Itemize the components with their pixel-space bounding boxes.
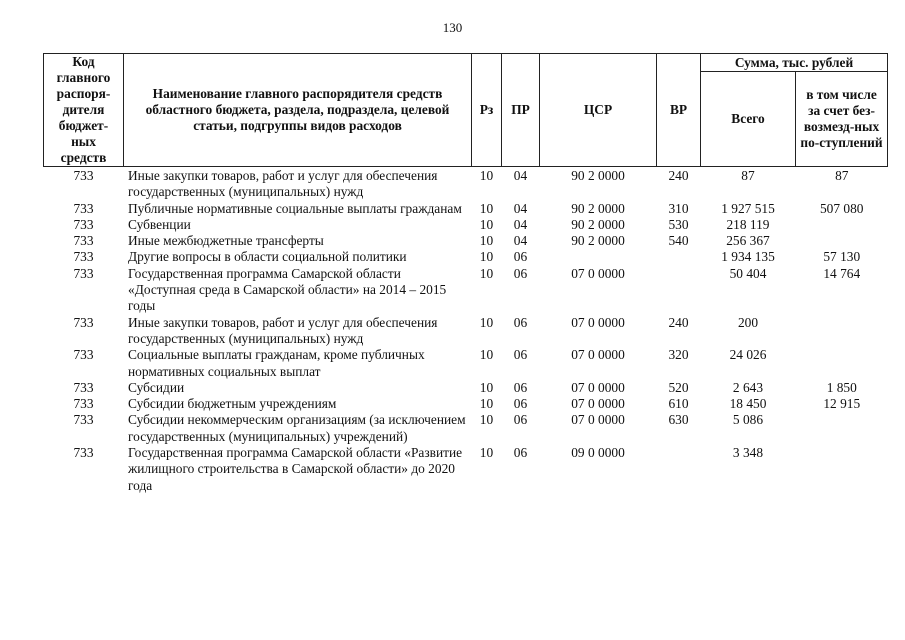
cell-name: Субвенции [128,216,191,232]
cell-rz: 10 [479,168,494,183]
cell-pr: 06 [513,314,528,330]
cell-pr: 06 [513,347,528,363]
cell-name: Субсидии [128,379,185,395]
cell-name: Субсидии бюджетным учреждениям [128,396,337,412]
cell-vr: 320 [668,347,689,363]
cell-code: 733 [73,379,94,395]
cell-vr [657,445,701,494]
table-row [44,167,888,201]
table-row [44,217,888,233]
table-row [44,201,888,217]
table-body [44,167,888,494]
header-incl: в том числе за счет без-возмезд-ных по-ступлений [796,72,888,167]
cell-name: Государственная программа Самарской области «Развитие жилищного строительства в Самарской области» до 2020 года [128,445,463,493]
cell-rz: 10 [479,412,494,428]
cell-vr: 530 [668,216,689,232]
cell-code: 733 [73,445,94,461]
cell-incl: 87 [835,168,849,183]
table-row [44,249,888,265]
cell-csr: 90 2 0000 [571,216,625,232]
cell-pr: 06 [513,445,528,461]
cell-total: 50 404 [729,265,767,281]
cell-incl [796,445,888,494]
cell-code: 733 [73,265,94,281]
cell-total: 87 [741,168,755,183]
cell-pr: 06 [513,249,528,265]
cell-pr: 06 [513,265,528,281]
cell-pr: 04 [513,233,528,249]
cell-csr: 07 0 0000 [571,379,625,395]
cell-csr: 07 0 0000 [571,347,625,363]
cell-rz: 10 [479,216,494,232]
cell-rz: 10 [479,347,494,363]
cell-name: Иные закупки товаров, работ и услуг для обеспечения государственных (муниципальных) нужд [128,168,438,200]
cell-incl [796,233,888,249]
cell-rz: 10 [479,200,494,216]
cell-rz: 10 [479,233,494,249]
cell-rz: 10 [479,314,494,330]
cell-vr [657,249,701,265]
cell-name: Другие вопросы в области социальной политики [128,249,407,265]
cell-rz: 10 [479,445,494,461]
cell-csr: 90 2 0000 [571,200,625,216]
header-name: Наименование главного распорядителя средств областного бюджета, раздела, подраздела, целевой статьи, подгруппы видов расходов [124,54,472,167]
cell-csr: 09 0 0000 [571,445,625,461]
cell-code: 733 [73,233,94,249]
cell-csr [540,249,657,265]
cell-code: 733 [73,396,94,412]
cell-pr: 04 [513,168,528,183]
cell-total: 2 643 [732,379,764,395]
cell-code: 733 [73,216,94,232]
cell-incl: 507 080 [819,200,864,216]
cell-total: 24 026 [729,347,767,363]
cell-incl: 57 130 [823,249,861,265]
cell-code: 733 [73,314,94,330]
table-row [44,412,888,445]
table-row [44,347,888,380]
cell-rz: 10 [479,396,494,412]
cell-vr: 610 [668,396,689,412]
cell-vr: 630 [668,412,689,428]
cell-name: Государственная программа Самарской области «Доступная среда в Самарской области» на 2014 – 2015 годы [128,265,447,314]
cell-csr: 07 0 0000 [571,265,625,281]
cell-name: Иные межбюджетные трансферты [128,233,324,249]
cell-vr: 520 [668,379,689,395]
cell-total: 1 934 135 [721,249,775,265]
cell-csr: 07 0 0000 [571,396,625,412]
cell-incl [796,347,888,380]
cell-total: 3 348 [732,445,764,461]
cell-pr: 04 [513,200,528,216]
header-csr: ЦСР [540,54,657,167]
cell-vr: 240 [668,314,689,330]
cell-pr: 04 [513,216,528,232]
cell-total: 1 927 515 [721,200,775,216]
cell-name: Субсидии некоммерческим организациям (за исключением государственных (муниципальных) учреждений) [128,412,466,444]
cell-incl: 1 850 [826,379,857,395]
cell-code: 733 [73,412,94,428]
cell-code: 733 [73,200,94,216]
cell-name: Социальные выплаты гражданам, кроме публичных нормативных социальных выплат [128,347,425,379]
cell-total: 18 450 [729,396,767,412]
cell-total: 200 [737,314,759,330]
cell-incl [796,412,888,445]
cell-code: 733 [73,168,94,183]
table-header [44,54,888,167]
cell-incl [796,217,888,233]
cell-name: Иные закупки товаров, работ и услуг для обеспечения государственных (муниципальных) нужд [128,314,438,346]
cell-vr: 540 [668,233,689,249]
cell-vr: 240 [668,168,689,183]
table-row [44,396,888,412]
cell-total: 218 119 [726,216,770,232]
cell-csr: 90 2 0000 [571,168,625,183]
cell-rz: 10 [479,249,494,265]
cell-total: 256 367 [726,233,770,249]
cell-vr: 310 [668,200,689,216]
page-number: 130 [442,20,463,35]
cell-csr: 07 0 0000 [571,314,625,330]
table-row [44,315,888,348]
cell-vr [657,266,701,315]
cell-incl: 14 764 [823,265,861,281]
header-rz: Рз [472,54,502,167]
cell-rz: 10 [479,265,494,281]
header-sum: Сумма, тыс. рублей [701,54,888,72]
header-total: Всего [701,72,796,167]
cell-total: 5 086 [732,412,764,428]
cell-name: Публичные нормативные социальные выплаты гражданам [128,200,462,216]
header-pr: ПР [502,54,540,167]
cell-csr: 90 2 0000 [571,233,625,249]
header-vr: ВР [657,54,701,167]
cell-code: 733 [73,249,94,265]
cell-pr: 06 [513,396,528,412]
cell-csr: 07 0 0000 [571,412,625,428]
table-row [44,445,888,494]
budget-table [43,53,888,494]
cell-pr: 06 [513,379,528,395]
cell-incl [796,315,888,348]
table-row [44,380,888,396]
cell-rz: 10 [479,379,494,395]
cell-pr: 06 [513,412,528,428]
cell-code: 733 [73,347,94,363]
table-row [44,233,888,249]
cell-incl: 12 915 [823,396,861,412]
header-code: Код главного распоря-дителя бюджет-ных средств [44,54,124,167]
table-row [44,266,888,315]
